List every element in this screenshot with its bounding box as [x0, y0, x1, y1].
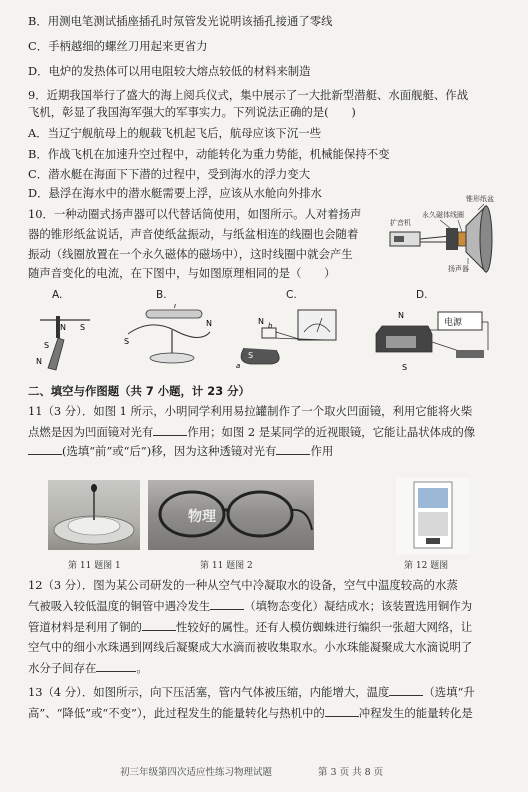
- option-d-figure: [372, 302, 502, 372]
- label-amp: 扩音机: [390, 219, 411, 227]
- power-supply-label: 电源: [444, 318, 463, 328]
- q12-blank2[interactable]: [142, 619, 176, 631]
- svg-text:N: N: [398, 311, 404, 320]
- fig11-2-caption: 第 11 题图 2: [200, 561, 253, 571]
- fig11-2-book-text: 物理: [188, 509, 216, 525]
- q12-line5: 水分子间存在 。: [28, 661, 148, 675]
- q10-option-a-label: A.: [52, 289, 63, 301]
- label-cone: 锥形纸盆: [466, 195, 494, 203]
- q9-option-a: A．当辽宁舰航母上的舰载飞机起飞后，航母应该下沉一些: [28, 126, 321, 140]
- svg-text:N: N: [36, 357, 42, 366]
- q12-blank1[interactable]: [210, 598, 244, 610]
- q9-stem-line2: 飞机，彰显了我国海军强大的军事实力。下列说法正确的是( ): [28, 105, 356, 119]
- q11-blank1[interactable]: [153, 424, 187, 436]
- q12-line2: 气被吸入较低温度的铜管中遇冷发生 （填物态变化）凝结成水；该装置选用铜作为: [28, 599, 473, 613]
- svg-text:N: N: [60, 323, 66, 332]
- label-magnet: 永久磁体: [422, 211, 450, 219]
- q13-line2: 高”、“降低”或“不变”），此过程发生的能量转化与热机中的 冲程发生的能量转化是: [28, 706, 473, 720]
- q9-stem-line1: 9．近期我国举行了盛大的海上阅兵仪式，集中展示了一大批新型潜艇、水面舰艇、作战: [28, 88, 469, 102]
- q12-blank3[interactable]: [96, 660, 136, 672]
- q13-blank1[interactable]: [389, 684, 423, 696]
- q10-line2: 器的锥形纸盆说话，声音使纸盆振动，与纸盆相连的线圈也会随着: [28, 227, 359, 241]
- q8-option-b: B．用测电笔测试插座插孔时氖管发光说明该插孔接通了零线: [28, 14, 333, 28]
- q12-line4: 空气中的细小水珠遇到网线后凝聚成大水滴而被收集取水。小水珠能凝聚成大水滴说明了: [28, 640, 473, 654]
- q10-option-b-label: B.: [156, 289, 167, 301]
- fig12-photo: [396, 478, 470, 554]
- speaker-diagram: [388, 196, 498, 276]
- label-speaker: 扬声器: [448, 265, 469, 273]
- q9-option-d: D．悬浮在海水中的潜水艇需要上浮，应该从水舱向外排水: [28, 186, 322, 200]
- section2-title: 二、填空与作图题（共 7 小题，计 23 分）: [28, 384, 250, 398]
- fig12-caption: 第 12 题图: [404, 561, 449, 571]
- q11-blank3[interactable]: [276, 443, 310, 455]
- svg-text:S: S: [44, 341, 50, 350]
- svg-text:S: S: [124, 337, 130, 346]
- q11-line1: 11（3 分）．如图 1 所示，小明同学利用易拉罐制作了一个取火凹面镜，利用它能将火柴: [28, 404, 473, 418]
- q10-line4: 随声音变化的电流，在下图中，与如图原理相同的是（ ）: [28, 266, 336, 280]
- option-c-figure: [232, 302, 352, 372]
- q8-option-c: C．手柄越细的螺丝刀用起来更省力: [28, 39, 208, 53]
- q10-option-d-label: D.: [416, 289, 428, 301]
- q10-option-c-label: C.: [286, 289, 297, 301]
- q11-line2: 点燃是因为凹面镜对光有 作用；如图 2 是某同学的近视眼镜，它能让晶状体成的像: [28, 425, 476, 439]
- q10-line1: 10．一种动圈式扬声器可以代替话筒使用，如图所示。人对着扬声: [28, 207, 362, 221]
- q10-line3: 振动（线圈放置在一个永久磁体的磁场中），这时线圈中就会产生: [28, 247, 353, 261]
- svg-text:a: a: [236, 362, 241, 370]
- q13-line1: 13（4 分）．如图所示，向下压活塞，管内气体被压缩，内能增大，温度 （选填“升: [28, 685, 475, 699]
- option-a-figure: [30, 304, 110, 372]
- label-coil: 线圈: [450, 211, 464, 219]
- q11-blank2[interactable]: [28, 443, 62, 455]
- svg-text:N: N: [258, 317, 264, 326]
- svg-text:N: N: [206, 319, 212, 328]
- q9-option-b: B．作战飞机在加速升空过程中，动能转化为重力势能，机械能保持不变: [28, 147, 390, 161]
- q12-line3: 管道材料是利用了铜的 性较好的属性。还有人模仿蜘蛛进行编织一张超大网络，让: [28, 620, 473, 634]
- svg-text:b: b: [268, 322, 273, 330]
- fig11-1-photo: [48, 480, 140, 550]
- svg-text:I: I: [174, 304, 177, 310]
- q8-option-d: D．电炉的发热体可以用电阻较大熔点较低的材料来制造: [28, 64, 311, 78]
- option-b-figure: [120, 304, 220, 372]
- q13-blank2[interactable]: [325, 705, 359, 717]
- q12-line1: 12（3 分）．图为某公司研发的一种从空气中冷凝取水的设备，空气中温度较高的水蒸: [28, 578, 458, 592]
- svg-text:S: S: [80, 323, 86, 332]
- footer-title: 初三年级第四次适应性练习物理试题: [120, 767, 273, 778]
- q9-option-c: C．潜水艇在海面下下潜的过程中，受到海水的浮力变大: [28, 167, 311, 181]
- fig11-1-caption: 第 11 题图 1: [68, 561, 121, 571]
- q11-line3: (选填“前”或“后”)移，因为这种透镜对光有 作用: [28, 443, 333, 459]
- svg-text:S: S: [248, 351, 254, 360]
- fig11-2-photo: [148, 480, 314, 550]
- footer-page-number: 第 3 页 共 8 页: [318, 767, 384, 778]
- svg-text:S: S: [402, 363, 408, 372]
